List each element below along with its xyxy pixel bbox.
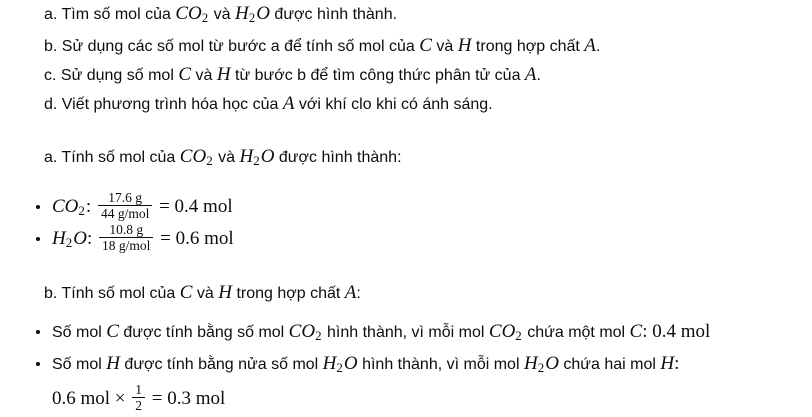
math-variable: H <box>52 228 66 249</box>
bullet-dot-icon <box>36 205 40 209</box>
math-variable: A <box>344 282 357 303</box>
text-segment: d. Viết phương trình hóa học của <box>44 96 283 113</box>
math-subscript: 2 <box>515 328 522 343</box>
solution-a-heading <box>44 143 792 175</box>
math-variable: H <box>216 64 231 85</box>
text-segment: b. Sử dụng các số mol từ bước a để tính số mol của <box>44 38 420 55</box>
list-item-co2-moles <box>36 191 792 223</box>
question-steps <box>44 0 792 119</box>
question-step-c <box>44 61 792 90</box>
text-segment: b. Tính số mol của <box>44 285 180 302</box>
text-segment: và <box>431 38 458 55</box>
text-segment: trong hợp chất <box>471 38 585 55</box>
solution-a-list <box>44 191 792 255</box>
list-item-carbon-moles <box>36 318 792 350</box>
list-item-hydrogen-moles <box>36 350 792 382</box>
text-segment: được hình thành: <box>274 149 402 166</box>
text-segment: và <box>209 6 236 23</box>
text-segment: c. Sử dụng số mol <box>44 67 179 84</box>
bullet-dot-icon <box>36 330 40 334</box>
math-variable: H <box>523 353 538 374</box>
list-item-h2o-moles <box>36 223 792 255</box>
math-subscript: 2 <box>65 235 73 250</box>
math-fraction <box>132 382 145 413</box>
math-variable: C <box>419 35 432 56</box>
math-variable: A <box>584 35 596 56</box>
math-variable: CO <box>175 3 202 24</box>
text-segment: được tính bằng số mol <box>118 324 289 341</box>
text-segment: hình thành, vì mỗi mol <box>322 324 489 341</box>
fraction-denominator: 18 g/mol <box>99 237 153 253</box>
math-variable: O <box>73 228 87 249</box>
fraction-numerator: 1 <box>135 382 143 398</box>
text-segment: được tính bằng nửa số mol <box>119 356 323 373</box>
math-variable: CO <box>288 321 316 342</box>
math-subscript: 2 <box>253 153 260 168</box>
math-variable: O <box>260 146 275 167</box>
math-variable: CO <box>52 196 79 217</box>
text-segment: a. Tính số mol của <box>44 149 180 166</box>
math-variable: H <box>322 353 337 374</box>
math-fraction <box>99 222 153 253</box>
math-subscript: 2 <box>537 360 545 375</box>
question-step-a <box>44 0 792 32</box>
solution-b-heading <box>44 279 792 308</box>
fraction-numerator: 17.6 g <box>108 190 142 206</box>
fraction-numerator: 10.8 g <box>109 222 144 238</box>
text-segment: chứa hai mol <box>558 356 661 373</box>
hydrogen-calculation-line <box>36 382 792 417</box>
math-variable: A <box>524 64 537 85</box>
math-roman: = 0.3 mol <box>147 388 226 409</box>
math-variable: O <box>256 3 270 24</box>
math-variable: C <box>178 64 192 85</box>
solution-b-list <box>44 318 792 417</box>
math-variable: H <box>239 146 254 167</box>
question-step-d <box>44 90 792 119</box>
fraction-denominator: 44 g/mol <box>98 205 152 221</box>
math-subscript: 2 <box>315 328 322 343</box>
text-segment: và <box>192 285 219 302</box>
math-variable: O <box>343 353 358 374</box>
text-segment: và <box>191 67 217 84</box>
math-roman: = 0.4 mol <box>154 196 233 217</box>
text-segment: : <box>356 285 361 302</box>
math-subscript: 2 <box>206 153 213 168</box>
text-segment: chứa một mol <box>522 324 630 341</box>
math-roman: 0.6 mol × <box>52 388 131 409</box>
text-segment: Số mol <box>52 356 107 373</box>
math-variable: CO <box>179 146 207 167</box>
math-variable: C <box>106 321 119 342</box>
text-segment: . <box>595 38 601 55</box>
math-variable: CO <box>488 321 516 342</box>
math-variable: C <box>179 282 193 303</box>
question-step-b <box>44 32 792 61</box>
text-segment: hình thành, vì mỗi mol <box>357 356 524 373</box>
bullet-dot-icon <box>36 237 40 241</box>
text-segment: và <box>213 149 240 166</box>
math-variable: H <box>218 282 232 303</box>
math-variable: O <box>545 353 559 374</box>
text-segment: được hình thành. <box>269 6 398 23</box>
math-subscript: 2 <box>201 10 209 25</box>
fraction-denominator: 2 <box>132 397 145 413</box>
math-roman: : <box>85 196 96 217</box>
text-segment: với khí clo khi có ánh sáng. <box>294 96 493 113</box>
bullet-dot-icon <box>36 362 40 366</box>
math-fraction <box>98 190 152 221</box>
math-subscript: 2 <box>336 360 343 375</box>
math-subscript: 2 <box>248 10 256 25</box>
math-subscript: 2 <box>78 203 85 218</box>
math-variable: C <box>629 321 643 342</box>
math-roman: : <box>86 228 97 249</box>
text-segment: Số mol <box>52 324 107 341</box>
math-roman: : <box>674 353 680 374</box>
math-variable: H <box>457 35 472 56</box>
math-variable: A <box>282 93 295 114</box>
math-roman: = 0.6 mol <box>155 228 234 249</box>
text-segment: từ bước b để tìm công thức phân tử của <box>230 67 525 84</box>
math-variable: H <box>106 353 120 374</box>
math-variable: H <box>660 353 675 374</box>
text-segment: trong hợp chất <box>232 285 345 302</box>
math-variable: H <box>235 3 249 24</box>
text-segment: a. Tìm số mol của <box>44 6 176 23</box>
text-segment: . <box>536 67 541 84</box>
math-roman: : 0.4 mol <box>642 321 711 342</box>
